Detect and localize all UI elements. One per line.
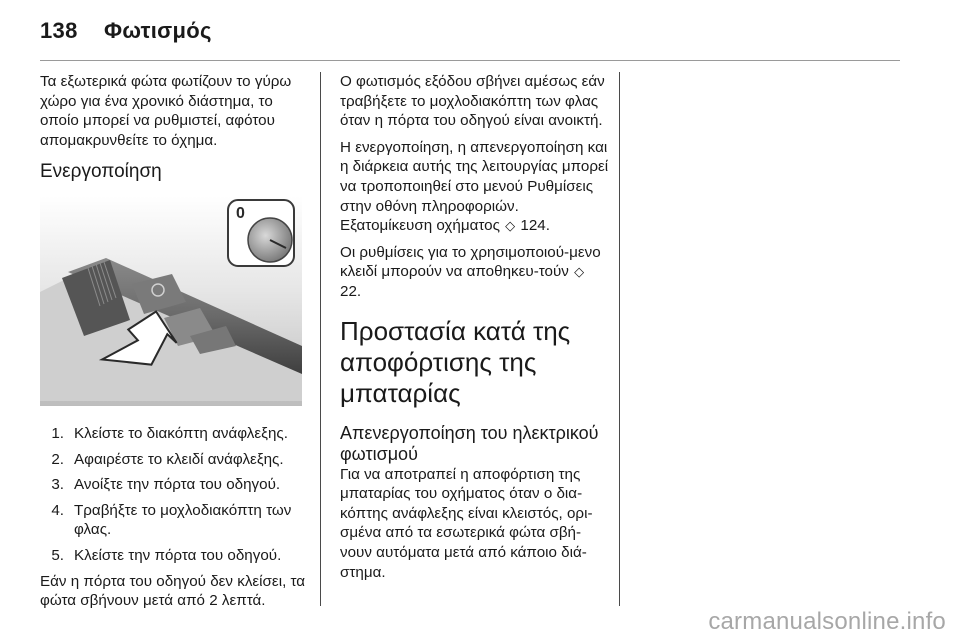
activation-heading: Ενεργοποίηση (40, 161, 162, 183)
lever-illustration (40, 196, 302, 406)
page-ref-link[interactable]: 22 (340, 282, 357, 300)
column-divider-left (320, 72, 321, 606)
intro-paragraph: Τα εξωτερικά φώτα φωτίζουν το γύρω χώρο για ένα χρονικό διάστημα, το οποίο μπορεί να ρυθμιστεί, αφότου απομακρυνθείτε το όχημα. (40, 73, 292, 149)
page-ref-link[interactable]: 124 (520, 217, 546, 235)
deactivation-subheading: Απενεργοποίηση του ηλεκτρικού φωτισμού (340, 422, 599, 464)
column-middle (340, 72, 610, 589)
key-settings-paragraph: Οι ρυθμίσεις για το χρησιμοποιού-μενο κλειδί μπορούν να αποθηκευ-τούν ◇ 22. (340, 243, 601, 300)
page-ref-icon: ◇ (505, 218, 516, 234)
column-divider-right (619, 72, 620, 606)
page-header (40, 18, 212, 44)
watermark: carmanualsonline.info (708, 608, 946, 635)
list-item: 4. Τραβήξτε το μοχλοδιακόπτη των φλας. (51, 501, 292, 539)
exit-lighting-paragraph: Ο φωτισμός εξόδου σβήνει αμέσως εάν τραβήξετε το μοχλοδιακόπτη των φλας όταν η πόρτα του οδηγού είναι ανοικτή. (340, 73, 605, 130)
light-switch-lever-figure (40, 196, 302, 406)
battery-paragraph: Για να αποτραπεί η αποφόρτιση της μπαταρίας του οχήματος όταν ο δια-κόπτης ανάφλεξης είναι κλειστός, ορι-σμένα από τα εσωτερικά φώτα σβή-νουν αυτόματα μετά από κάποιο διά-στημα. (340, 465, 593, 581)
list-item: 2. Αφαιρέστε το κλειδί ανάφλεξης. (51, 450, 284, 468)
inset-zero-label: 0 (236, 204, 245, 222)
battery-section-title: Προστασία κατά της αποφόρτισης της μπαταρίας (340, 315, 571, 408)
list-item: 5. Κλείστε την πόρτα του οδηγού. (51, 546, 282, 564)
list-item: 1. Κλείστε το διακόπτη ανάφλεξης. (51, 424, 288, 442)
column-left (40, 72, 308, 618)
activation-steps (40, 424, 308, 566)
settings-paragraph: Η ενεργοποίηση, η απενεργοποίηση και η διάρκεια αυτής της λειτουργίας μπορεί να τροποποιηθεί στο μενού Ρυθμίσεις στην οθόνη πληροφοριών. Εξατομίκευση οχήματος ◇ 124. (340, 138, 609, 235)
section-title: Φωτισμός (104, 18, 212, 43)
page-ref-icon: ◇ (574, 264, 585, 280)
outro-paragraph: Εάν η πόρτα του οδηγού δεν κλείσει, τα φώτα σβήνουν μετά από 2 λεπτά. (40, 572, 306, 610)
list-item: 3. Ανοίξτε την πόρτα του οδηγού. (51, 476, 281, 494)
page-number: 138 (40, 18, 78, 43)
header-divider (40, 60, 900, 61)
